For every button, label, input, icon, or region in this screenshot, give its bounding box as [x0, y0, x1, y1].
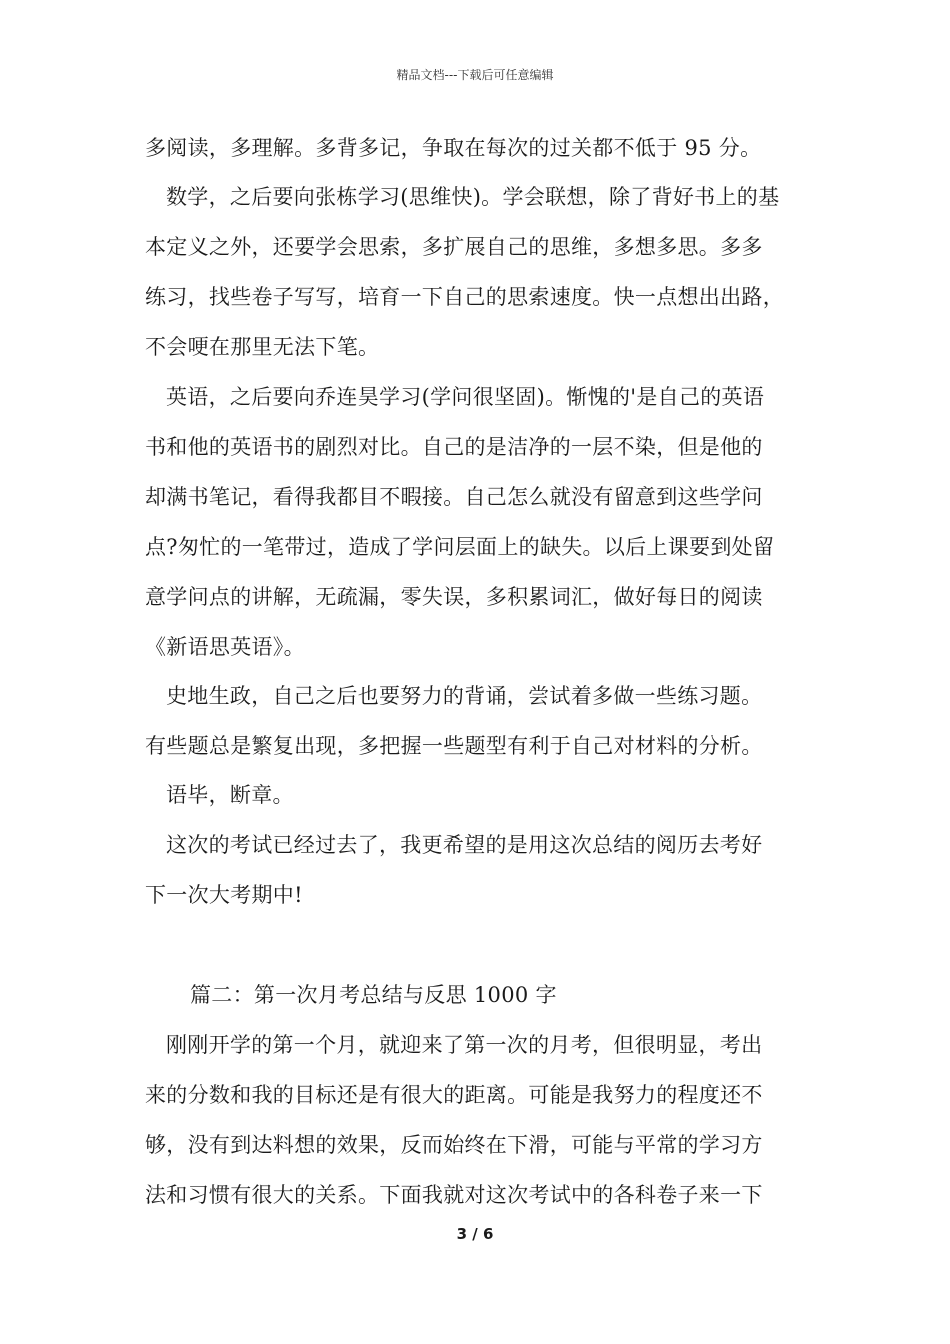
body-line: 语毕，断章。 [166, 783, 294, 807]
body-line: 练习，找些卷子写写，培育一下自己的思索速度。快一点想出出路， [145, 285, 784, 309]
section-title: 篇二：第一次月考总结与反思 1000 字 [190, 983, 557, 1007]
body-line: 刚刚开学的第一个月，就迎来了第一次的月考，但很明显，考出 [166, 1033, 763, 1057]
body-line: 来的分数和我的目标还是有很大的距离。可能是我努力的程度还不 [145, 1083, 763, 1107]
body-line: 下一次大考期中! [145, 883, 303, 907]
body-line: 史地生政，自己之后也要努力的背诵，尝试着多做一些练习题。 [166, 684, 763, 708]
page-number: 3 / 6 [456, 1225, 494, 1243]
body-line: 有些题总是繁复出现，多把握一些题型有利于自己对材料的分析。 [145, 734, 763, 758]
body-line: 英语，之后要向乔连昊学习(学问很坚固)。惭愧的'是自己的英语 [166, 385, 765, 409]
body-line: 《新语思英语》。 [145, 635, 305, 659]
body-line: 法和习惯有很大的关系。下面我就对这次考试中的各科卷子来一下 [145, 1183, 763, 1207]
body-line: 点?匆忙的一笔带过，造成了学问层面上的缺失。以后上课要到处留 [145, 535, 775, 559]
body-line: 够，没有到达料想的效果，反而始终在下滑，可能与平常的学习方 [145, 1133, 763, 1157]
body-line: 数学，之后要向张栋学习(思维快)。学会联想，除了背好书上的基 [166, 185, 780, 209]
body-line: 不会哽在那里无法下笔。 [145, 335, 380, 359]
body-line: 书和他的英语书的剧烈对比。自己的是洁净的一层不染，但是他的 [145, 435, 763, 459]
body-line: 这次的考试已经过去了，我更希望的是用这次总结的阅历去考好 [166, 833, 763, 857]
body-line: 却满书笔记，看得我都目不暇接。自己怎么就没有留意到这些学问 [145, 485, 763, 509]
body-line: 本定义之外，还要学会思索，多扩展自己的思维，多想多思。多多 [145, 235, 763, 259]
body-line: 多阅读，多理解。多背多记，争取在每次的过关都不低于 95 分。 [145, 136, 762, 160]
body-line: 意学问点的讲解，无疏漏，零失误，多积累词汇，做好每日的阅读 [145, 585, 763, 609]
page-header: 精品文档---下载后可任意编辑 [396, 68, 554, 82]
